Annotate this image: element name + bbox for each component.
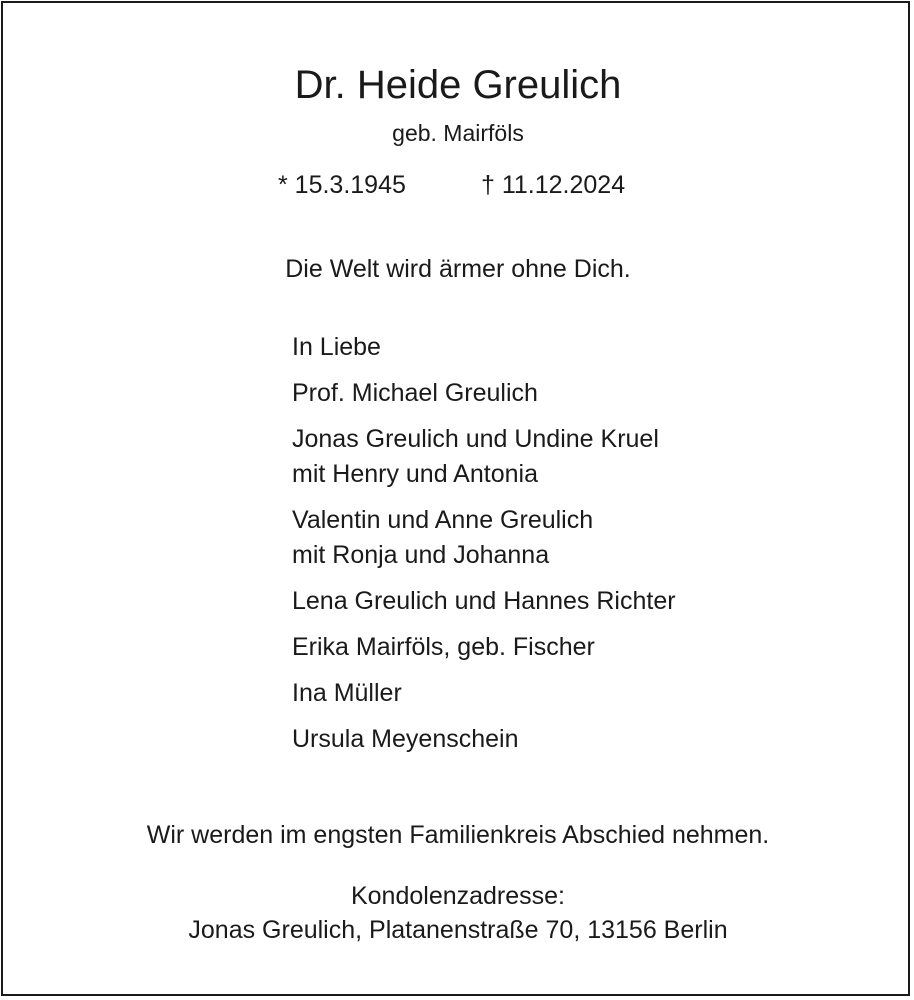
farewell-note: Wir werden im engsten Familienkreis Abschied nehmen.	[146, 821, 770, 849]
mourner-line: Ursula Meyenschein	[292, 725, 519, 753]
obituary-frame	[1, 1, 910, 996]
mourner-line: Prof. Michael Greulich	[292, 379, 538, 407]
condolence-address: Jonas Greulich, Platanenstraße 70, 13156 Berlin	[188, 916, 728, 944]
mourner-line: In Liebe	[292, 333, 381, 361]
motto: Die Welt wird ärmer ohne Dich.	[285, 255, 631, 283]
mourner-line: Lena Greulich und Hannes Richter	[292, 587, 676, 615]
deceased-name: Dr. Heide Greulich	[294, 63, 622, 107]
mourner-line: mit Ronja und Johanna	[292, 541, 550, 569]
mourner-entry	[292, 376, 676, 411]
mourner-line: Jonas Greulich und Undine Kruel	[292, 425, 659, 453]
mourner-entry	[292, 584, 676, 619]
mourner-entry	[292, 503, 676, 573]
maiden-name: geb. Mairföls	[392, 120, 524, 146]
mourner-entry	[292, 676, 676, 711]
mourner-line: Erika Mairföls, geb. Fischer	[292, 633, 595, 661]
mourner-line: Valentin und Anne Greulich	[292, 506, 594, 534]
condolence-label: Kondolenzadresse:	[350, 882, 566, 910]
mourner-entry	[292, 630, 676, 665]
mourner-line: mit Henry und Antonia	[292, 460, 538, 488]
mourner-entry	[292, 422, 676, 492]
death-date: † 11.12.2024	[481, 171, 626, 199]
mourner-line: Ina Müller	[292, 679, 402, 707]
mourner-entry	[292, 330, 676, 365]
mourner-entry	[292, 722, 676, 757]
mourners-list	[292, 330, 676, 768]
birth-date: * 15.3.1945	[278, 171, 406, 199]
